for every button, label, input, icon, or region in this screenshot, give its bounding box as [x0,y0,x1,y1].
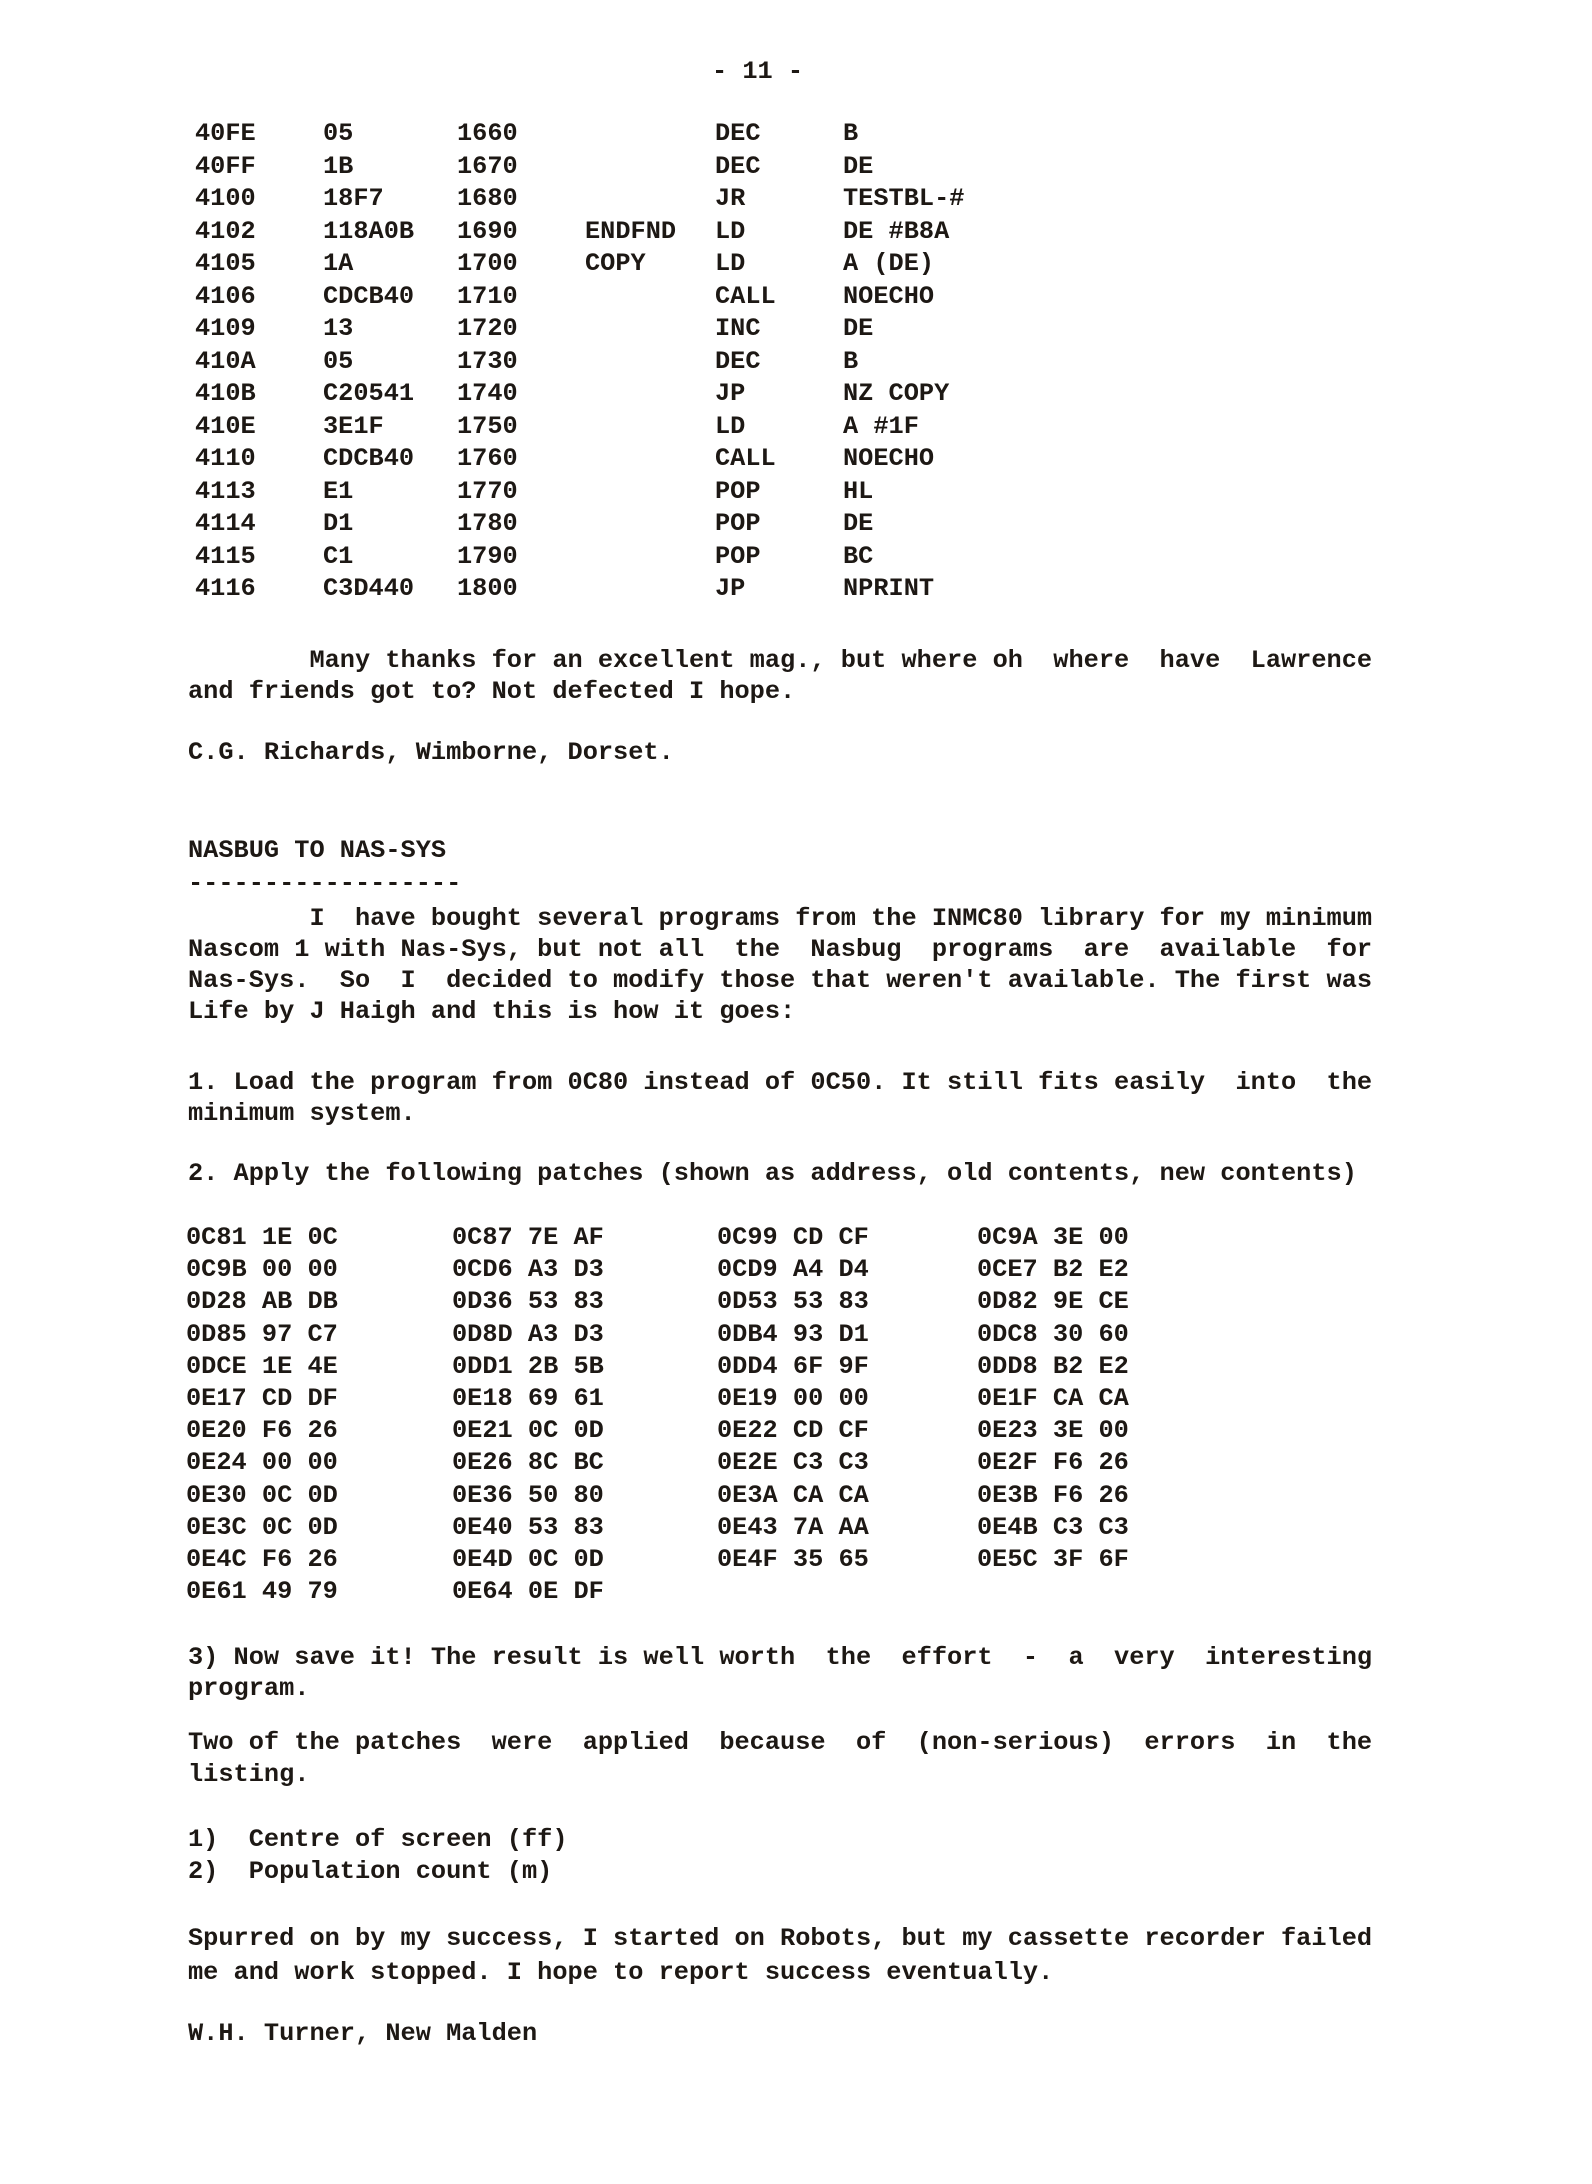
assembly-listing [195,118,964,606]
asm-line-number: 1770 [457,476,518,506]
assembly-row [195,248,964,281]
patch-cell: 0D85 97 C7 [186,1319,338,1349]
asm-label [585,151,715,184]
asm-mnemonic: CALL [715,281,776,311]
patch-cell: 0C9A 3E 00 [977,1223,1129,1252]
asm-mnemonic: POP [715,541,761,571]
section-title-underline: ------------------ [188,869,462,898]
asm-line-number: 1730 [457,346,518,376]
patch-cell: 0E3C 0C 0D [186,1512,338,1542]
text-line: I have bought several programs from the INMC80 library for my minimum [188,904,1373,933]
asm-operand: NZ COPY [843,379,950,408]
patch-cell: 0D8D A3 D3 [452,1319,604,1349]
patch-cell: 0DCE 1E 4E [186,1351,338,1381]
text-line: Spurred on by my success, I started on Robots, but my cassette recorder failed [188,1924,1373,1953]
asm-line-number: 1790 [457,541,518,571]
asm-address: 40FF [195,151,256,181]
asm-label [585,378,715,411]
asm-bytes: 18F7 [323,184,384,213]
asm-bytes: 05 [323,346,354,376]
patch-row [186,1447,1129,1479]
assembly-row [195,476,964,509]
asm-bytes: C3D440 [323,574,415,603]
patch-cell: 0D53 53 83 [717,1287,869,1317]
asm-mnemonic: POP [715,476,761,506]
patch-cell: 0E4F 35 65 [717,1544,869,1574]
asm-mnemonic: CALL [715,444,776,473]
patch-cell: 0E17 CD DF [186,1383,338,1413]
asm-address: 40FE [195,119,256,148]
assembly-row [195,183,964,216]
patch-table [186,1222,1129,1608]
asm-mnemonic: JP [715,379,746,408]
asm-line-number: 1710 [457,281,518,311]
patch-cell: 0E64 0E DF [452,1577,604,1607]
patch-row [186,1319,1129,1351]
asm-mnemonic: DEC [715,119,761,148]
patch-cell: 0E1F CA CA [977,1383,1129,1413]
patch-cell [717,1576,977,1608]
asm-line-number: 1680 [457,184,518,213]
asm-address: 4106 [195,281,256,311]
asm-mnemonic: INC [715,314,761,343]
text-line: 1. Load the program from 0C80 instead of 0C50. It still fits easily into the [188,1068,1373,1097]
patch-cell: 0E26 8C BC [452,1448,604,1478]
patch-cell: 0C9B 00 00 [186,1255,338,1285]
patch-row [186,1512,1129,1544]
text-line: Many thanks for an excellent mag., but where oh where have Lawrence [188,646,1373,675]
asm-address: 4113 [195,476,256,506]
text-line: Nascom 1 with Nas-Sys, but not all the Nasbug programs are available for [188,935,1373,964]
assembly-row [195,411,964,444]
patch-row [186,1415,1129,1447]
asm-address: 410B [195,379,256,408]
asm-bytes: C20541 [323,379,415,408]
asm-bytes: 1A [323,249,354,278]
patch-cell: 0E20 F6 26 [186,1416,338,1446]
patch-row [186,1576,1129,1608]
asm-address: 4116 [195,574,256,603]
patch-row [186,1480,1129,1512]
asm-line-number: 1670 [457,151,518,181]
asm-label: ENDFND [585,216,677,246]
patch-cell: 0E3B F6 26 [977,1480,1129,1510]
asm-mnemonic: JP [715,574,746,603]
asm-mnemonic: LD [715,411,746,441]
asm-address: 4115 [195,541,256,571]
patch-cell: 0DD1 2B 5B [452,1351,604,1381]
patch-cell: 0E30 0C 0D [186,1480,338,1510]
text-line: 1) Centre of screen (ff) [188,1825,568,1854]
asm-bytes: 3E1F [323,411,384,441]
patch-row [186,1222,1129,1254]
patch-cell: 0E19 00 00 [717,1383,869,1413]
asm-line-number: 1780 [457,509,518,538]
assembly-row [195,541,964,574]
asm-operand: B [843,119,859,148]
patch-cell: 0C87 7E AF [452,1223,604,1252]
text-line: 2) Population count (m) [188,1857,553,1886]
asm-label [585,443,715,476]
asm-address: 4110 [195,444,256,473]
asm-bytes: 13 [323,314,354,343]
asm-bytes: D1 [323,509,354,538]
asm-operand: HL [843,476,874,506]
asm-line-number: 1760 [457,444,518,473]
asm-line-number: 1740 [457,379,518,408]
article-errors [188,1727,1372,1791]
section-title: NASBUG TO NAS-SYS [188,836,447,865]
assembly-row [195,151,964,184]
asm-operand: A (DE) [843,249,935,278]
asm-operand: NOECHO [843,281,935,311]
asm-line-number: 1660 [457,119,518,148]
asm-operand: DE #B8A [843,216,950,246]
patch-cell: 0E61 49 79 [186,1577,338,1607]
patch-row [186,1254,1129,1286]
patch-row [186,1383,1129,1415]
patch-cell: 0E4D 0C 0D [452,1544,604,1574]
patch-cell: 0E2F F6 26 [977,1448,1129,1478]
asm-bytes: 118A0B [323,216,415,246]
patch-row [186,1351,1129,1383]
patch-cell: 0D28 AB DB [186,1287,338,1317]
patch-cell: 0E4B C3 C3 [977,1512,1129,1542]
asm-line-number: 1750 [457,411,518,441]
asm-address: 4102 [195,216,256,246]
asm-address: 4114 [195,509,256,538]
patch-cell: 0C99 CD CF [717,1223,869,1252]
assembly-row [195,378,964,411]
asm-line-number: 1690 [457,216,518,246]
patch-cell: 0E40 53 83 [452,1512,604,1542]
assembly-row [195,508,964,541]
asm-line-number: 1800 [457,574,518,603]
asm-address: 410E [195,411,256,441]
assembly-row [195,346,964,379]
patch-cell: 0E43 7A AA [717,1512,869,1542]
assembly-row [195,573,964,606]
asm-label [585,476,715,509]
article-signature: W.H. Turner, New Malden [188,2019,538,2048]
patch-cell: 0C81 1E 0C [186,1223,338,1252]
patch-cell: 0DD8 B2 E2 [977,1351,1129,1381]
text-line: Nas-Sys. So I decided to modify those that weren't available. The first was [188,966,1373,995]
patch-cell [977,1576,1129,1608]
text-line: program. [188,1674,310,1703]
asm-bytes: CDCB40 [323,444,415,473]
letter-richards-signature: C.G. Richards, Wimborne, Dorset. [188,738,674,767]
text-line: listing. [188,1760,310,1789]
asm-bytes: E1 [323,476,354,506]
patch-cell: 0E3A CA CA [717,1480,869,1510]
patch-cell: 0DB4 93 D1 [717,1319,869,1349]
patch-cell: 0D82 9E CE [977,1287,1129,1317]
asm-mnemonic: LD [715,249,746,278]
assembly-row [195,313,964,346]
text-line: minimum system. [188,1099,416,1128]
patch-row [186,1544,1129,1576]
asm-label [585,508,715,541]
article-intro [188,903,1372,1027]
asm-operand: DE [843,509,874,538]
text-line: me and work stopped. I hope to report success eventually. [188,1958,1054,1987]
asm-operand: A #1F [843,411,919,441]
patch-cell: 0CD9 A4 D4 [717,1255,869,1285]
asm-operand: B [843,346,859,376]
patch-cell: 0E21 0C 0D [452,1416,604,1446]
asm-mnemonic: POP [715,509,761,538]
asm-address: 4105 [195,249,256,278]
text-line: and friends got to? Not defected I hope. [188,677,796,706]
patch-cell: 0E24 00 00 [186,1448,338,1478]
patch-cell: 0E23 3E 00 [977,1416,1129,1446]
patch-cell: 0E2E C3 C3 [717,1448,869,1478]
asm-bytes: 1B [323,151,354,181]
patch-cell: 0E4C F6 26 [186,1544,338,1574]
asm-line-number: 1700 [457,249,518,278]
text-line: Two of the patches were applied because of (non-serious) errors in the [188,1728,1373,1757]
asm-address: 410A [195,346,256,376]
article-robots [188,1922,1372,1990]
asm-operand: NOECHO [843,444,935,473]
asm-operand: TESTBL-# [843,184,965,213]
article-step3 [188,1642,1372,1704]
asm-label [585,313,715,346]
page-number: - 11 - [712,57,804,86]
assembly-row [195,216,964,249]
assembly-row [195,443,964,476]
patch-cell: 0E5C 3F 6F [977,1544,1129,1574]
text-line: 3) Now save it! The result is well worth the effort - a very interesting [188,1643,1373,1672]
asm-address: 4100 [195,184,256,213]
patch-cell: 0E22 CD CF [717,1416,869,1446]
asm-bytes: 05 [323,119,354,148]
article-step2: 2. Apply the following patches (shown as address, old contents, new contents) [188,1159,1357,1188]
asm-mnemonic: DEC [715,346,761,376]
patch-cell: 0CE7 B2 E2 [977,1255,1129,1285]
asm-operand: NPRINT [843,574,935,603]
asm-bytes: CDCB40 [323,281,415,311]
patch-row [186,1286,1129,1318]
asm-label [585,183,715,216]
asm-label [585,573,715,606]
letter-richards-closing [188,645,1372,707]
asm-mnemonic: LD [715,216,746,246]
patch-cell: 0CD6 A3 D3 [452,1255,604,1285]
asm-label [585,541,715,574]
asm-label [585,118,715,151]
patch-cell: 0DC8 30 60 [977,1319,1129,1349]
asm-mnemonic: JR [715,184,746,213]
asm-address: 4109 [195,314,256,343]
asm-operand: DE [843,151,874,181]
asm-label [585,411,715,444]
assembly-row [195,118,964,151]
asm-operand: DE [843,314,874,343]
article-error-notes [188,1824,568,1888]
asm-label [585,281,715,314]
patch-cell: 0E36 50 80 [452,1480,604,1510]
asm-line-number: 1720 [457,314,518,343]
asm-bytes: C1 [323,541,354,571]
asm-label [585,346,715,379]
asm-label: COPY [585,249,646,278]
patch-cell: 0D36 53 83 [452,1287,604,1317]
text-line: Life by J Haigh and this is how it goes: [188,997,796,1026]
patch-cell: 0E18 69 61 [452,1383,604,1413]
asm-mnemonic: DEC [715,151,761,181]
asm-operand: BC [843,541,874,571]
article-step1 [188,1067,1372,1129]
assembly-row [195,281,964,314]
patch-cell: 0DD4 6F 9F [717,1351,869,1381]
